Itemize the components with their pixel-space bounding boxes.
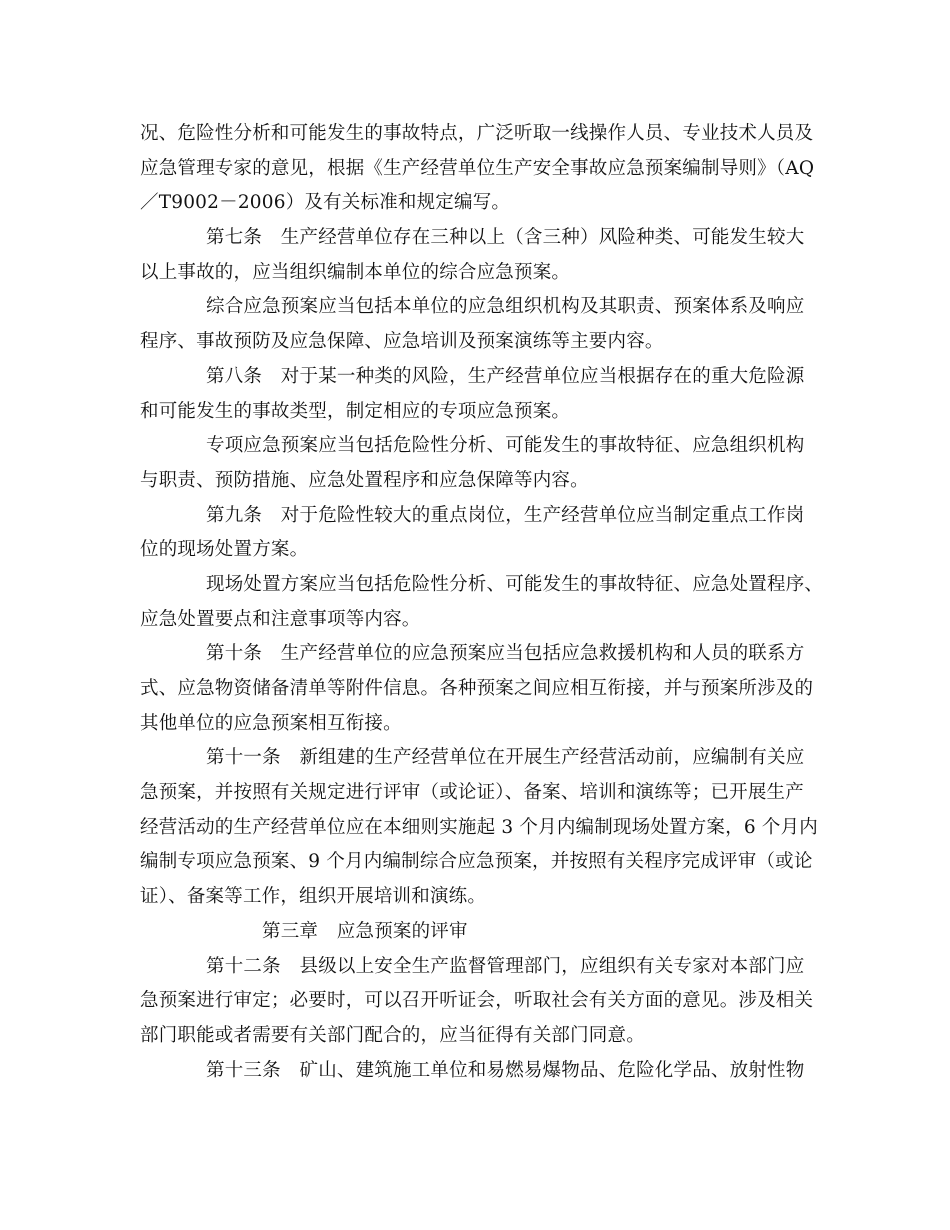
body-text-line: 编制专项应急预案、9 个月内编制综合应急预案，并按照有关程序完成评审（或论	[140, 851, 813, 873]
paragraph-start-line: 现场处置方案应当包括危险性分析、可能发生的事故特征、应急处置程序、	[206, 573, 824, 595]
article-9-heading-line: 第九条 对于危险性较大的重点岗位，生产经营单位应当制定重点工作岗	[206, 504, 805, 526]
article-8-heading-line: 第八条 对于某一种类的风险，生产经营单位应当根据存在的重大危险源	[206, 365, 805, 387]
article-7-heading-line: 第七条 生产经营单位存在三种以上（含三种）风险种类、可能发生较大	[206, 227, 805, 249]
paragraph-start-line: 综合应急预案应当包括本单位的应急组织机构及其职责、预案体系及响应	[206, 296, 805, 318]
body-text-line: 程序、事故预防及应急保障、应急培训及预案演练等主要内容。	[140, 331, 664, 353]
body-text-line: 以上事故的，应当组织编制本单位的综合应急预案。	[140, 261, 571, 283]
article-11-heading-line: 第十一条 新组建的生产经营单位在开展生产经营活动前，应编制有关应	[206, 747, 805, 769]
body-text-line: 况、危险性分析和可能发生的事故特点，广泛听取一线操作人员、专业技术人员及	[140, 123, 814, 144]
body-text-line: 应急处置要点和注意事项等内容。	[140, 608, 421, 630]
article-12-heading-line: 第十二条 县级以上安全生产监督管理部门，应组织有关专家对本部门应	[206, 955, 805, 977]
body-text-line: 急预案，并按照有关规定进行评审（或论证）、备案、培训和演练等；已开展生产	[140, 782, 804, 804]
body-text-line: 部门职能或者需要有关部门配合的，应当征得有关部门同意。	[140, 1024, 645, 1046]
body-text-line: 证）、备案等工作，组织开展培训和演练。	[140, 886, 487, 908]
body-text-line: 与职责、预防措施、应急处置程序和应急保障等内容。	[140, 469, 589, 491]
body-text-line: 和可能发生的事故类型，制定相应的专项应急预案。	[140, 400, 571, 422]
body-text-line: 急预案进行审定；必要时，可以召开听证会，听取社会有关方面的意见。涉及相关	[140, 990, 814, 1012]
article-13-heading-line: 第十三条 矿山、建筑施工单位和易燃易爆物品、危险化学品、放射性物	[206, 1059, 805, 1081]
body-text-line: 其他单位的应急预案相互衔接。	[140, 712, 402, 734]
body-text-line: 位的现场处置方案。	[140, 539, 309, 561]
article-10-heading-line: 第十条 生产经营单位的应急预案应当包括应急救援机构和人员的联系方	[206, 643, 805, 665]
body-text-line: 式、应急物资储备清单等附件信息。各种预案之间应相互衔接，并与预案所涉及的	[140, 678, 814, 699]
chapter-3-title: 第三章 应急预案的评审	[262, 920, 468, 942]
document-body	[140, 117, 830, 1088]
body-text-line: ／T9002－2006）及有关标准和规定编写。	[140, 192, 511, 214]
body-text-line: 经营活动的生产经营单位应在本细则实施起 3 个月内编制现场处置方案，6 个月内	[140, 816, 818, 838]
body-text-line: 应急管理专家的意见，根据《生产经营单位生产安全事故应急预案编制导则》（AQ	[140, 157, 815, 179]
paragraph-start-line: 专项应急预案应当包括危险性分析、可能发生的事故特征、应急组织机构	[206, 435, 805, 457]
